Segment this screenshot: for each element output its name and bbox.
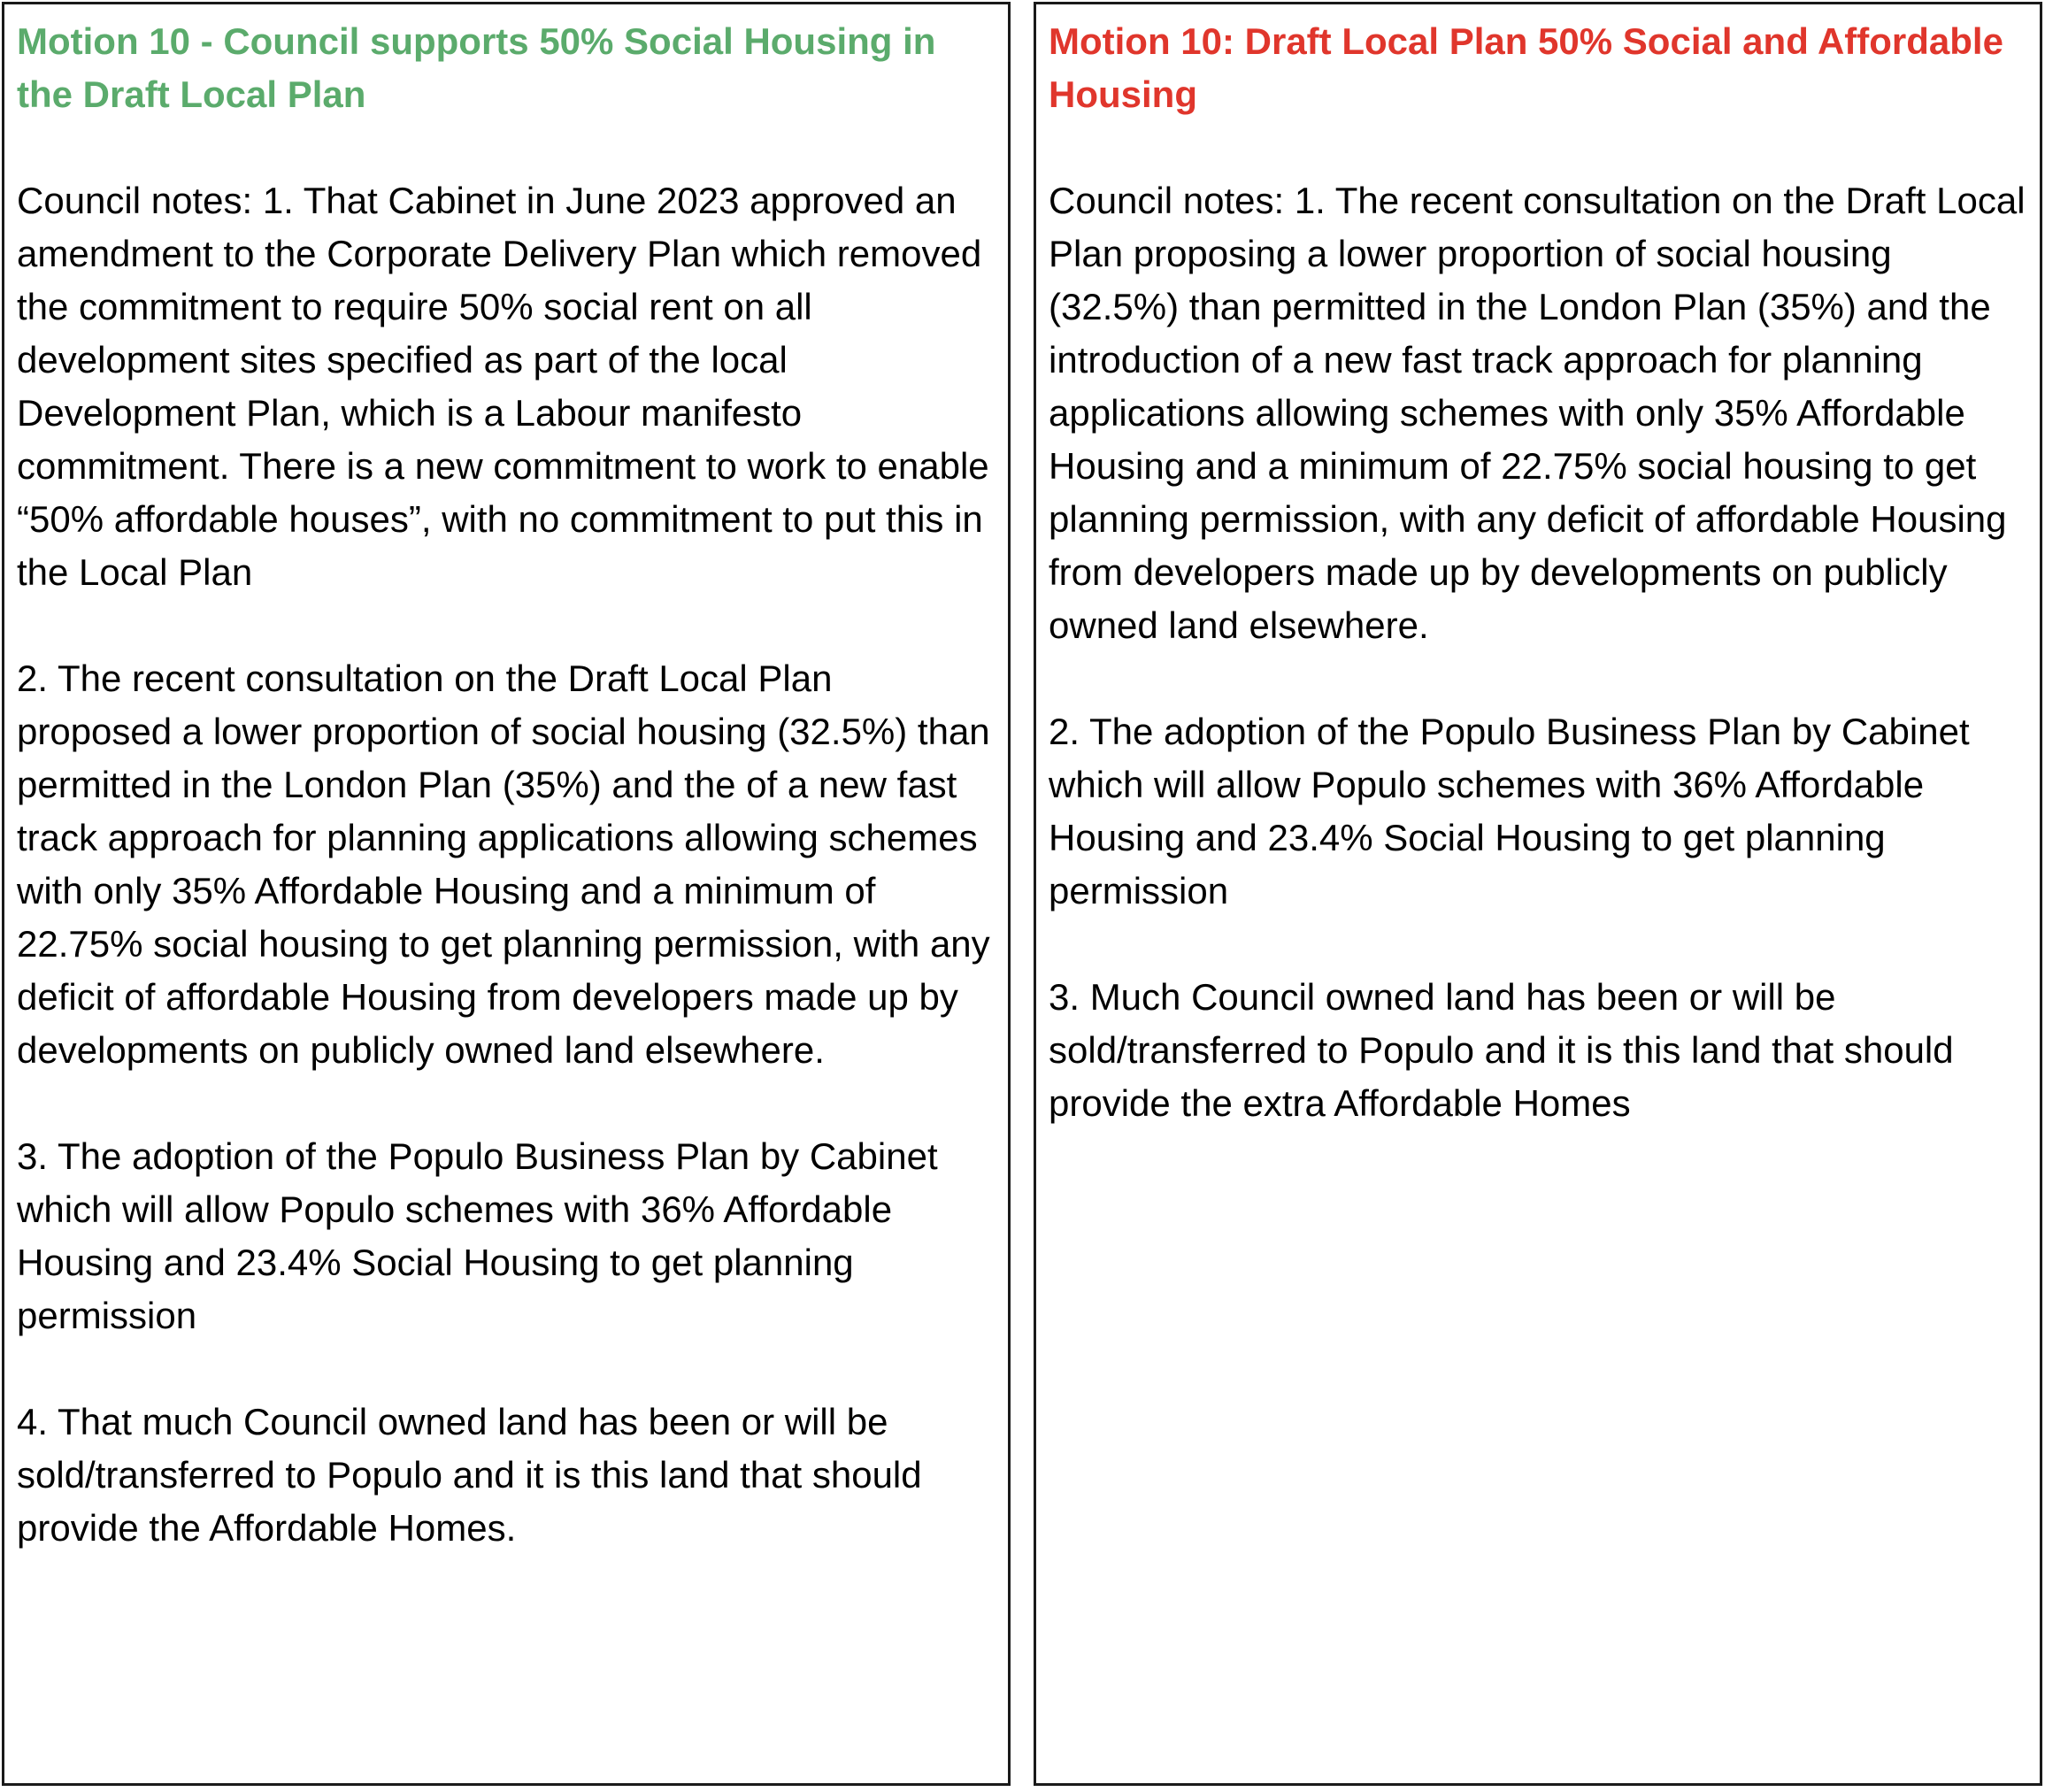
right-motion-panel: [1034, 2, 2042, 1786]
right-motion-title: Motion 10: Draft Local Plan 50% Social and Affordable Housing: [1049, 20, 2003, 115]
right-paragraph-2: 2. The adoption of the Populo Business Plan by Cabinet which will allow Populo schemes with 36% Affordable Housing and 23.4% Social Housing to get planning permission: [1049, 711, 1970, 911]
left-paragraph-1: Council notes: 1. That Cabinet in June 2023 approved an amendment to the Corporate Delivery Plan which removed the commitment to require 50% social rent on all development sites specified as part of the local Development Plan, which is a Labour manifesto commitment. There is a new commitment to work to enable “50% affordable houses”, with no commitment to put this in the Local Plan: [17, 180, 989, 593]
right-paragraph-1: Council notes: 1. The recent consultation on the Draft Local Plan proposing a lower proportion of social housing (32.5%) than permitted in the London Plan (35%) and the introduction of a new fast track approach for planning applications allowing schemes with only 35% Affordable Housing and a minimum of 22.75% social housing to get planning permission, with any deficit of affordable Housing from developers made up by developments on publicly owned land elsewhere.: [1049, 180, 2026, 646]
right-paragraph-3: 3. Much Council owned land has been or will be sold/transferred to Populo and it is this land that should provide the extra Affordable Homes: [1049, 976, 1954, 1124]
left-paragraph-2: 2. The recent consultation on the Draft Local Plan proposed a lower proportion of social housing (32.5%) than permitted in the London Plan (35%) and the of a new fast track approach for planning applications allowing schemes with only 35% Affordable Housing and a minimum of 22.75% social housing to get planning permission, with any deficit of affordable Housing from developers made up by developments on publicly owned land elsewhere.: [17, 658, 990, 1071]
left-paragraph-4: 4. That much Council owned land has been or will be sold/transferred to Populo and it is this land that should provide the Affordable Homes.: [17, 1401, 922, 1549]
left-motion-panel: [2, 2, 1011, 1786]
left-paragraph-3: 3. The adoption of the Populo Business Plan by Cabinet which will allow Populo schemes with 36% Affordable Housing and 23.4% Social Housing to get planning permission: [17, 1135, 938, 1336]
left-motion-title: Motion 10 - Council supports 50% Social Housing in the Draft Local Plan: [17, 20, 936, 115]
